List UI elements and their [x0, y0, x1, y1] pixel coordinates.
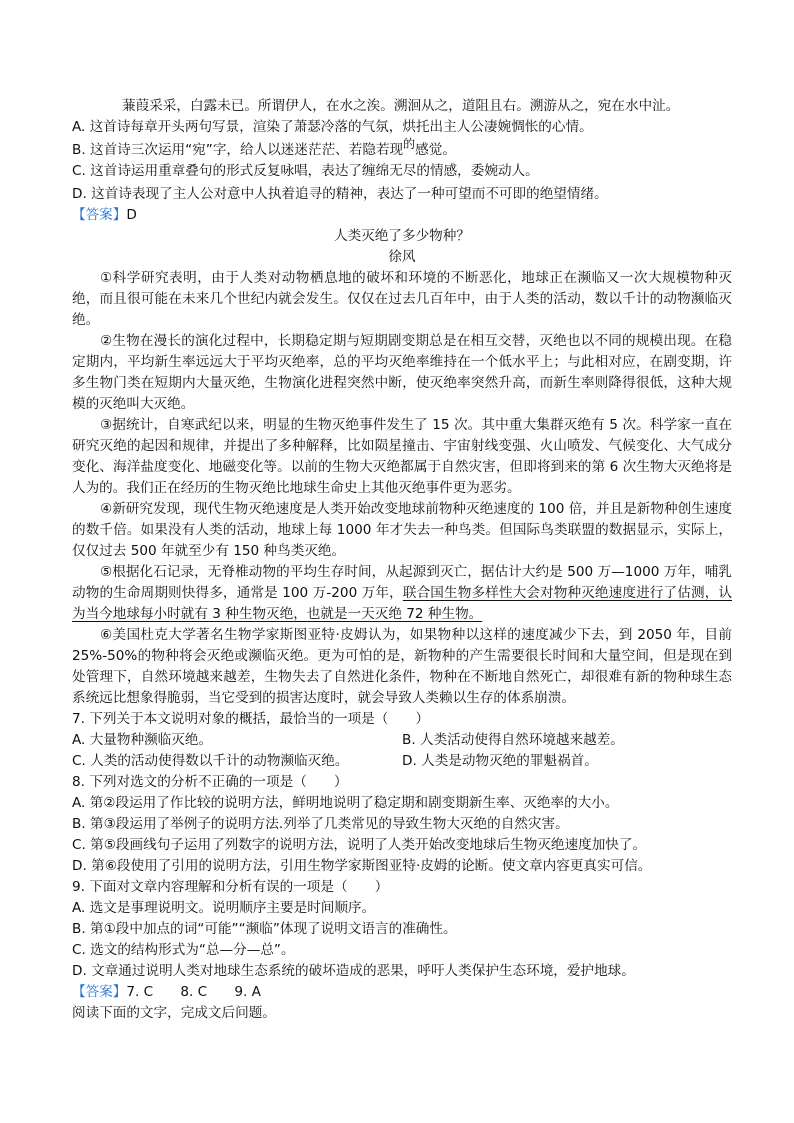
question-9-option-d	[72, 961, 732, 982]
option-letter: C.	[72, 163, 86, 179]
question-9-option-c	[72, 940, 732, 961]
article-title: 人类灭绝了多少物种？	[334, 228, 470, 244]
answers-line	[72, 982, 732, 1003]
option-text: 第③段运用了举例子的说明方法.列举了几类常见的导致生物大灭绝的自然灾害。	[89, 816, 569, 832]
option-text: 这首诗表现了主人公对意中人执着追寻的精神，表达了一种可望而不可即的绝望情绪。	[91, 186, 608, 202]
option-letter: B.	[72, 816, 86, 832]
option-letter: A.	[72, 795, 86, 811]
answers-text: 7. C 8. C 9. A	[126, 984, 261, 1000]
question-9-option-a	[72, 898, 732, 919]
option-letter: D.	[402, 753, 417, 769]
document-page	[72, 96, 732, 1024]
option-text-end: 感觉。	[415, 142, 456, 158]
option-text: 文章通过说明人类对地球生态系统的破坏造成的恶果，呼吁人类保护生态环境，爱护地球。	[91, 963, 635, 979]
article-paragraph-1: ①科学研究表明，由于人类对动物栖息地的破坏和环境的不断恶化，地球正在濒临又一次大规模物种灭绝，而且很可能在未来几个世纪内就会发生。仅仅在过去几百年中，由于人类的活动，数以千计的动物濒临灭绝。	[72, 270, 732, 328]
option-text: 人类的活动使得数以千计的动物濒临灭绝。	[90, 753, 349, 769]
option-letter: B.	[72, 921, 86, 937]
question-9-option-b	[72, 919, 732, 940]
article-paragraph-3: ③据统计，自寒武纪以来，明显的生物灭绝事件发生了 15 次。其中重大集群灭绝有 5 次。科学家一直在研究灭绝的起因和规律，并提出了多种解释，比如陨星撞击、宇宙射线变强、火山喷发、气候变化、大气成分变化、海洋盐度变化、地磁变化等。以前的生物大灭绝都属于自然灾害，但即将到来的第 6 次生物大灭绝将是人为的。我们正在经历的生物灭绝比地球生命史上其他灭绝事件更为恶劣。	[72, 417, 732, 496]
poem-option-d	[72, 184, 732, 205]
question-7-options-row-2	[72, 751, 732, 772]
option-text: 这首诗每章开头两句写景，渲染了萧瑟冷落的气氛，烘托出主人公凄婉惆怅的心情。	[89, 119, 593, 135]
option-letter: A.	[72, 119, 86, 135]
answer-label: 【答案】	[72, 984, 127, 1000]
option-text: 人类是动物灭绝的罪魁祸首。	[421, 753, 598, 769]
option-letter: D.	[72, 186, 87, 202]
option-text: 第②段运用了作比较的说明方法，鲜明地说明了稳定期和剧变期新生率、灭绝率的大小。	[89, 795, 619, 811]
poem-line: 蒹葭采采，白露未已。所谓伊人，在水之涘。溯洄从之，道阻且右。溯游从之，宛在水中沚。	[122, 98, 680, 114]
option-text: 这首诗三次运用“宛”字，给人以迷迷茫茫、若隐若现	[89, 142, 404, 158]
option-text: 人类活动使得自然环境越来越差。	[419, 732, 624, 748]
option-letter: B.	[402, 732, 416, 748]
option-letter: C.	[72, 753, 86, 769]
option-text: 选文的结构形式为“总—分—总”。	[90, 942, 295, 958]
article-paragraph-2: ②生物在漫长的演化过程中，长期稳定期与短期剧变期总是在相互交替，灭绝也以不同的规模出现。在稳定期内，平均新生率远远大于平均灭绝率，总的平均灭绝率维持在一个低水平上；与此相对应，在剧变期，许多生物门类在短期内大量灭绝，生物演化进程突然中断，使灭绝率突然升高，而新生率则降得很低，这种大规模的灭绝叫大灭绝。	[72, 333, 732, 412]
poem-option-c	[72, 161, 732, 182]
question-8-stem: 8. 下列对选文的分析不正确的一项是（ ）	[72, 774, 348, 790]
poem-answer	[72, 205, 732, 226]
article-paragraph-6: ⑥美国杜克大学著名生物学家斯图亚特·皮姆认为，如果物种以这样的速度减少下去，到 2050 年，目前 25%-50%的物种将会灭绝或濒临灭绝。更为可怕的是，新物种的产生需要很长时间和大量空间，但是现在到处管理下，自然环境越来越差，生物失去了自然进化条件，物种在不断地自然死亡，却很难有新的物种球生态系统远比想象得脆弱，当它受到的损害达度时，就会导致人类赖以生存的体系崩溃。	[72, 627, 732, 706]
option-text: 大量物种濒临灭绝。	[89, 732, 213, 748]
option-letter: D.	[72, 963, 87, 979]
article-paragraph-4: ④新研究发现，现代生物灭绝速度是人类开始改变地球前物种灭绝速度的 100 倍，并且是新物种创生速度的数千倍。如果没有人类的活动，地球上每 1000 年才失去一种鸟类。但国际鸟类联盟的数据显示，实际上，仅仅过去 500 年就至少有 150 种鸟类灭绝。	[72, 501, 732, 559]
option-text: 这首诗运用重章叠句的形式反复咏唱，表达了缠绵无尽的情感，委婉动人。	[90, 163, 539, 179]
option-text: 第⑤段画线句子运用了列数字的说明方法，说明了人类开始改变地球后生物灭绝速度加快了。	[90, 837, 647, 853]
question-9-stem: 9. 下面对文章内容理解和分析有误的一项是（ ）	[72, 879, 389, 895]
question-8-option-b	[72, 814, 732, 835]
poem-option-a	[72, 117, 732, 138]
question-7-option-b	[402, 730, 732, 751]
next-section-instruction: 阅读下面的文字，完成文后问题。	[72, 1005, 276, 1021]
option-letter: C.	[72, 837, 86, 853]
option-letter: B.	[72, 142, 86, 158]
question-7-option-a	[72, 730, 402, 751]
option-letter: D.	[72, 858, 87, 874]
option-text: 第⑥段使用了引用的说明方法，引用生物学家斯图亚特·皮姆的论断。使文章内容更真实可信。	[91, 858, 652, 874]
poem-option-b	[72, 137, 732, 161]
option-text: 第①段中加点的词“可能”“濒临”体现了说明文语言的准确性。	[89, 921, 457, 937]
option-letter: C.	[72, 942, 86, 958]
question-7-options-row-1	[72, 730, 732, 751]
option-text: 选文是事理说明文。说明顺序主要是时间顺序。	[89, 900, 376, 916]
option-text-raised: 的	[403, 137, 416, 151]
answer-value: D	[126, 207, 137, 223]
question-8-option-d	[72, 856, 732, 877]
answer-label: 【答案】	[72, 207, 127, 223]
underlined-sentence: 联合国生物多样性大会对物种灭绝速度进行了估测，认为当今地球每小时就有 3 种生物灭绝，也就是一天灭绝 72 种生物。	[72, 585, 733, 622]
question-7-stem: 7. 下列关于本文说明对象的概括，最恰当的一项是（ ）	[72, 711, 430, 727]
article-paragraph-5	[72, 562, 732, 625]
option-letter: A.	[72, 732, 86, 748]
paragraph-5-text: ⑤根据化石记录，无脊椎动物的平均生存时间，从起源到灭亡，据估计大约是 500 万—1000 万年，哺乳动物的生命周期则快得多，通常是 100 万-200 万年，	[72, 564, 732, 601]
option-letter: A.	[72, 900, 86, 916]
question-7-option-c	[72, 751, 402, 772]
question-8-option-c	[72, 835, 732, 856]
article-author: 徐风	[388, 249, 416, 265]
question-8-option-a	[72, 793, 732, 814]
question-7-option-d	[402, 751, 732, 772]
